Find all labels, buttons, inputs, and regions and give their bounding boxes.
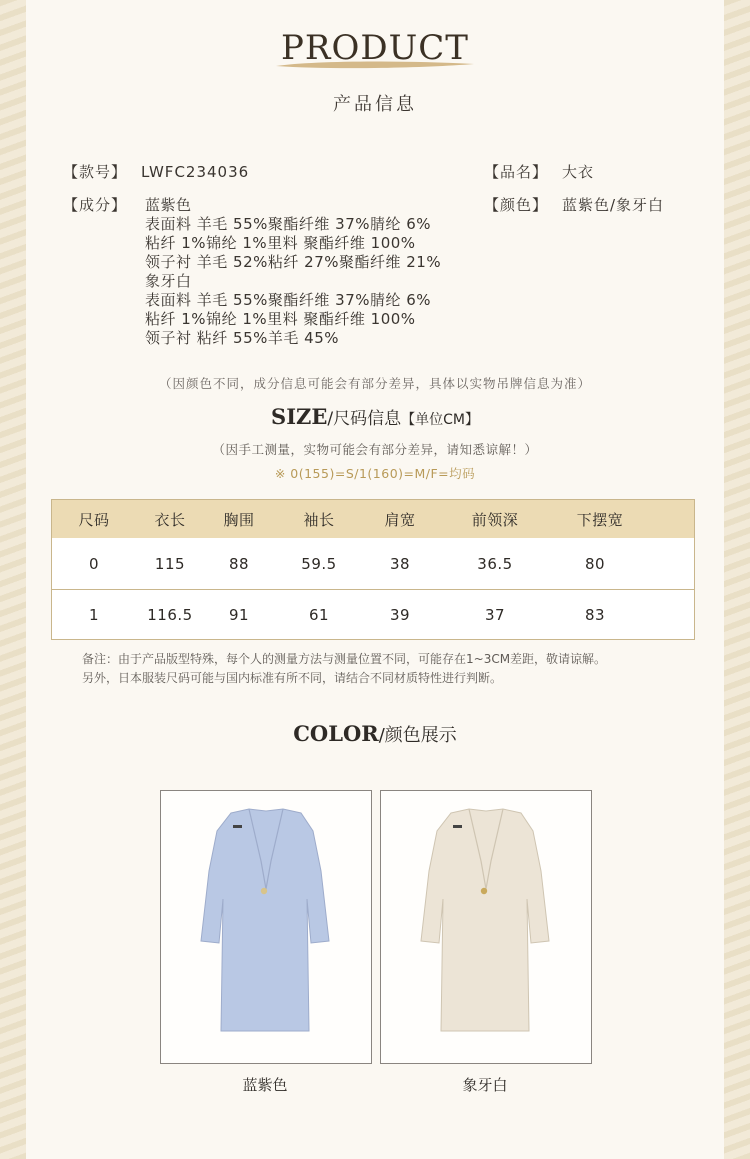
table-cell: 115 (154, 555, 186, 573)
table-cell: 36.5 (477, 555, 513, 573)
page-subtitle: 产品信息 (333, 94, 417, 115)
coat-image-ivory (381, 791, 591, 1063)
color-section-title (0, 721, 750, 747)
size-remarks (82, 650, 606, 688)
table-cell: 37 (484, 606, 506, 624)
floral-border-left (0, 0, 26, 1159)
column-header: 袖长 (303, 510, 335, 529)
size-table-header (52, 500, 694, 538)
composition-line: 蓝紫色 (145, 196, 192, 214)
product-name (484, 162, 594, 182)
column-header: 下摆宽 (576, 510, 624, 529)
composition-line: 象牙白 (145, 272, 192, 290)
size-table (51, 499, 695, 640)
table-cell: 91 (228, 606, 250, 624)
size-unit: 【单位CM】 (401, 412, 479, 428)
composition-line: 领子衬 粘纤 55%羊毛 45% (145, 329, 339, 347)
table-cell: 1 (88, 606, 100, 624)
swatch-label: 蓝紫色 (242, 1076, 288, 1094)
composition-line: 表面料 羊毛 55%聚酯纤维 37%腈纶 6% (145, 215, 432, 233)
table-cell: 116.5 (147, 606, 193, 624)
page-title-wrap (0, 28, 750, 68)
color-label: 【颜色】 (484, 196, 549, 214)
column-header: 前领深 (471, 510, 519, 529)
table-row (52, 590, 694, 640)
table-cell: 61 (308, 606, 330, 624)
size-measure-note: （因手工测量，实物可能会有部分差异，请知悉谅解！） (212, 442, 538, 457)
style-number (63, 162, 249, 182)
floral-border-right (724, 0, 750, 1159)
coat-image-blue (161, 791, 371, 1063)
composition-list (145, 196, 441, 348)
column-header: 尺码 (78, 510, 110, 529)
table-cell: 39 (389, 606, 411, 624)
table-cell: 83 (584, 606, 606, 624)
style-label: 【款号】 (63, 163, 128, 181)
page-title: PRODUCT (281, 28, 469, 68)
name-value: 大衣 (562, 163, 595, 181)
color-title-big: COLOR (293, 721, 379, 746)
size-conversion: ※ 0(155)=S/1(160)=M/F=均码 (274, 466, 476, 481)
composition-line: 领子衬 羊毛 52%粘纤 27%聚酯纤维 21% (145, 253, 442, 271)
table-cell: 38 (389, 555, 411, 573)
size-title-rest: /尺码信息 (327, 409, 402, 429)
composition-disclaimer: （因颜色不同，成分信息可能会有部分差异，具体以实物吊牌信息为准） (158, 376, 591, 391)
table-row (52, 539, 694, 590)
name-label: 【品名】 (484, 163, 549, 181)
size-title-big: SIZE (271, 404, 328, 429)
table-cell: 0 (88, 555, 100, 573)
style-value: LWFC234036 (141, 163, 250, 181)
composition-line: 粘纤 1%锦纶 1%里料 聚酯纤维 100% (145, 234, 416, 252)
table-cell: 88 (228, 555, 250, 573)
color-value: 蓝紫色/象牙白 (562, 196, 665, 214)
size-section-title (0, 404, 750, 429)
color-info (484, 195, 664, 215)
remark-line: 另外，日本服装尺码可能与国内标准有所不同，请结合不同材质特性进行判断。 (82, 671, 503, 685)
table-cell: 59.5 (301, 555, 337, 573)
column-header: 肩宽 (384, 510, 416, 529)
composition-line: 粘纤 1%锦纶 1%里料 聚酯纤维 100% (145, 310, 416, 328)
swatch-label: 象牙白 (462, 1076, 508, 1094)
composition-line: 表面料 羊毛 55%聚酯纤维 37%腈纶 6% (145, 291, 432, 309)
color-swatch-frame (160, 790, 372, 1064)
column-header: 衣长 (154, 510, 186, 529)
column-header: 胸围 (223, 510, 255, 529)
color-title-rest: /颜色展示 (378, 725, 457, 746)
remark-line: 备注：由于产品版型特殊，每个人的测量方法与测量位置不同，可能存在1~3CM差距，敬请谅解。 (82, 652, 607, 666)
color-swatch-frame (380, 790, 592, 1064)
composition-label: 【成分】 (63, 196, 128, 214)
table-cell: 80 (584, 555, 606, 573)
